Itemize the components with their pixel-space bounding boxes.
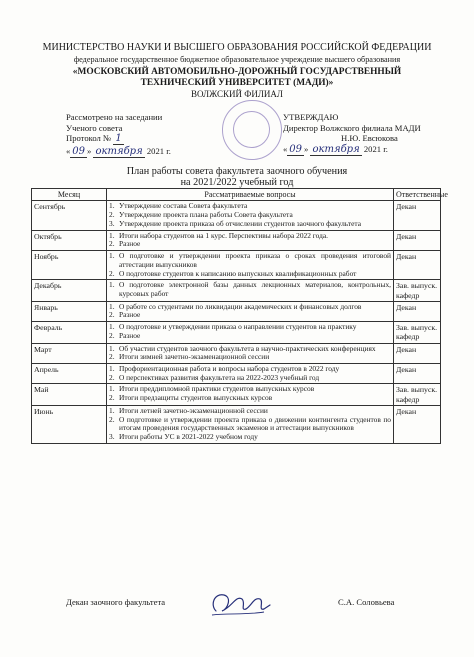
responsible-cell: Зав. выпуск. кафедр: [394, 280, 441, 301]
question-item: [109, 374, 391, 383]
plan-subtitle: на 2021/2022 учебный год: [180, 177, 294, 188]
table-row: [32, 201, 441, 230]
question-text: О подготовке и утверждении проекта приказа о сроках проведения итоговой аттестации выпускников: [119, 251, 391, 269]
questions-cell: [107, 301, 394, 321]
plan-table-body: [32, 201, 441, 443]
questions-cell: [107, 280, 394, 301]
question-number: 1.: [109, 364, 115, 373]
question-number: 1.: [109, 280, 115, 290]
question-number: 2.: [109, 352, 115, 362]
month-cell: Апрель: [32, 364, 107, 384]
university-name: «МОСКОВСКИЙ АВТОМОБИЛЬНО-ДОРОЖНЫЙ ГОСУДАРСТВЕННЫЙ ТЕХНИЧЕСКИЙ УНИВЕРСИТЕТ (МАДИ)»: [72, 67, 402, 88]
questions-cell: [107, 405, 394, 443]
responsible-cell: Декан: [394, 405, 441, 443]
question-number: 3.: [109, 218, 115, 228]
table-row: [32, 364, 441, 384]
question-item: [109, 252, 391, 269]
question-text: Профориентационная работа и вопросы набора студентов в 2022 году: [119, 364, 340, 373]
footer-position: Декан заочного факультета: [66, 597, 166, 607]
table-row: [32, 301, 441, 321]
question-item: [109, 232, 391, 241]
question-item: [109, 220, 391, 229]
question-item: [109, 416, 391, 433]
month-cell: Июнь: [32, 405, 107, 443]
question-text: Разное: [119, 239, 141, 249]
plan-title: План работы совета факультета заочного обучения: [126, 166, 348, 177]
question-item: [109, 353, 391, 362]
approve-heading: УТВЕРЖДАЮ: [283, 112, 339, 122]
question-number: 2.: [109, 268, 115, 278]
question-number: 2.: [109, 239, 115, 249]
director-position: Директор Волжского филиала МАДИ: [283, 122, 421, 133]
month-cell: Октябрь: [32, 230, 107, 250]
question-text: Итоги преддипломной практики студентов выпускных курсов: [119, 384, 315, 394]
questions-cell: [107, 230, 394, 250]
month-cell: Март: [32, 343, 107, 363]
question-text: О работе со студентами по ликвидации академических и финансовых долгов: [119, 301, 362, 311]
question-text: О перспективах развития факультета на 2022-2023 учебный год: [119, 372, 320, 382]
month-cell: Январь: [32, 301, 107, 321]
question-number: 2.: [109, 414, 115, 424]
responsible-cell: Зав. выпуск. кафедр: [394, 384, 441, 405]
question-item: [109, 323, 391, 332]
responsible-cell: Декан: [394, 230, 441, 250]
plan-table: [31, 188, 448, 444]
question-text: Итоги работы УС в 2021-2022 учебном году: [119, 432, 258, 442]
question-item: [109, 394, 391, 403]
question-number: 2.: [109, 330, 115, 340]
question-number: 1.: [109, 322, 115, 332]
handwritten-signature: [202, 585, 272, 621]
header-questions: Рассматриваемые вопросы: [107, 189, 394, 201]
question-text: О подготовке студентов к написанию выпускных квалификационных работ: [119, 268, 357, 278]
question-item: [109, 332, 391, 341]
question-number: 1.: [109, 405, 115, 415]
question-number: 2.: [109, 210, 115, 220]
question-number: 1.: [109, 384, 115, 394]
question-text: Разное: [119, 310, 141, 320]
questions-cell: [107, 322, 394, 343]
approval-date: « 09 » октября 2021 г.: [283, 144, 388, 156]
month-cell: Ноябрь: [32, 251, 107, 280]
table-row: [32, 384, 441, 405]
header-responsible: Ответственные: [394, 189, 441, 201]
question-item: [109, 433, 391, 442]
question-number: 1.: [109, 343, 115, 353]
question-text: Об участии студентов заочного факультета в научно-практических конференциях: [119, 343, 376, 353]
question-number: 2.: [109, 372, 115, 382]
question-text: Итоги предзащиты студентов выпускных курсов: [119, 393, 273, 403]
review-block: [66, 112, 216, 158]
month-cell: Май: [32, 384, 107, 405]
question-text: Итоги зимней зачетно-экзаменационной сессии: [119, 352, 270, 362]
question-number: 1.: [109, 301, 115, 311]
question-item: [109, 270, 391, 279]
table-header-row: [32, 189, 441, 201]
question-text: О подготовке и утверждении приказа о направлении студентов на практику: [119, 322, 357, 332]
table-row: [32, 280, 441, 301]
institution-type: федеральное государственное бюджетное образовательное учреждение высшего образования: [73, 55, 401, 64]
question-text: Итоги летней зачетно-экзаменационной сессии: [119, 405, 268, 415]
responsible-cell: Декан: [394, 364, 441, 384]
protocol-number: 1: [115, 133, 122, 145]
question-number: 2.: [109, 310, 115, 320]
table-row: [32, 343, 441, 363]
question-text: Утверждение проекта приказа об отчислении студентов заочного факультета: [119, 218, 361, 228]
question-text: Утверждение состава Совета факультета: [119, 201, 248, 211]
responsible-cell: Декан: [394, 301, 441, 321]
question-text: Утверждение проекта плана работы Совета факультета: [119, 210, 293, 220]
question-number: 1.: [109, 201, 115, 211]
question-text: Разное: [119, 330, 141, 340]
branch-name: ВОЛЖСКИЙ ФИЛИАЛ: [190, 89, 284, 99]
questions-cell: [107, 201, 394, 230]
questions-cell: [107, 364, 394, 384]
questions-cell: [107, 251, 394, 280]
responsible-cell: Декан: [394, 343, 441, 363]
questions-cell: [107, 343, 394, 363]
month-cell: Февраль: [32, 322, 107, 343]
table-row: [32, 322, 441, 343]
month-cell: Сентябрь: [32, 201, 107, 230]
director-name: Н.Ю. Евсюкова: [341, 133, 398, 144]
month-cell: Декабрь: [32, 280, 107, 301]
question-text: О подготовке и утверждении проекта приказа о движении контингента студентов по итогам проведения государственных экзаменов и аттестации выпускников: [119, 414, 391, 433]
question-text: Итоги набора студентов на 1 курс. Перспективы набора 2022 года.: [119, 230, 328, 240]
protocol-line: Протокол № 1: [66, 133, 122, 145]
question-item: [109, 281, 391, 298]
ministry-heading: МИНИСТЕРСТВО НАУКИ И ВЫСШЕГО ОБРАЗОВАНИЯ РОССИЙСКОЙ ФЕДЕРАЦИИ: [42, 42, 432, 53]
question-number: 1.: [109, 251, 115, 261]
question-number: 3.: [109, 432, 115, 442]
question-text: О подготовке электронной базы данных лекционных материалов, контрольных, курсовых работ: [119, 280, 391, 299]
review-line2: Ученого совета: [66, 122, 123, 133]
footer-name: С.А. Соловьева: [338, 597, 395, 607]
question-number: 1.: [109, 230, 115, 240]
question-item: [109, 303, 391, 312]
official-stamp: [222, 100, 282, 160]
review-line1: Рассмотрено на заседании: [66, 112, 163, 122]
responsible-cell: Декан: [394, 201, 441, 230]
responsible-cell: Зав. выпуск. кафедр: [394, 322, 441, 343]
question-number: 2.: [109, 393, 115, 403]
question-item: [109, 240, 391, 249]
table-row: [32, 230, 441, 250]
questions-cell: [107, 384, 394, 405]
header-month: Месяц: [32, 189, 107, 201]
review-date: « 09 » октября 2021 г.: [66, 145, 171, 157]
responsible-cell: Декан: [394, 251, 441, 280]
question-item: [109, 311, 391, 320]
approval-block: [283, 112, 433, 157]
table-row: [32, 405, 441, 443]
table-row: [32, 251, 441, 280]
